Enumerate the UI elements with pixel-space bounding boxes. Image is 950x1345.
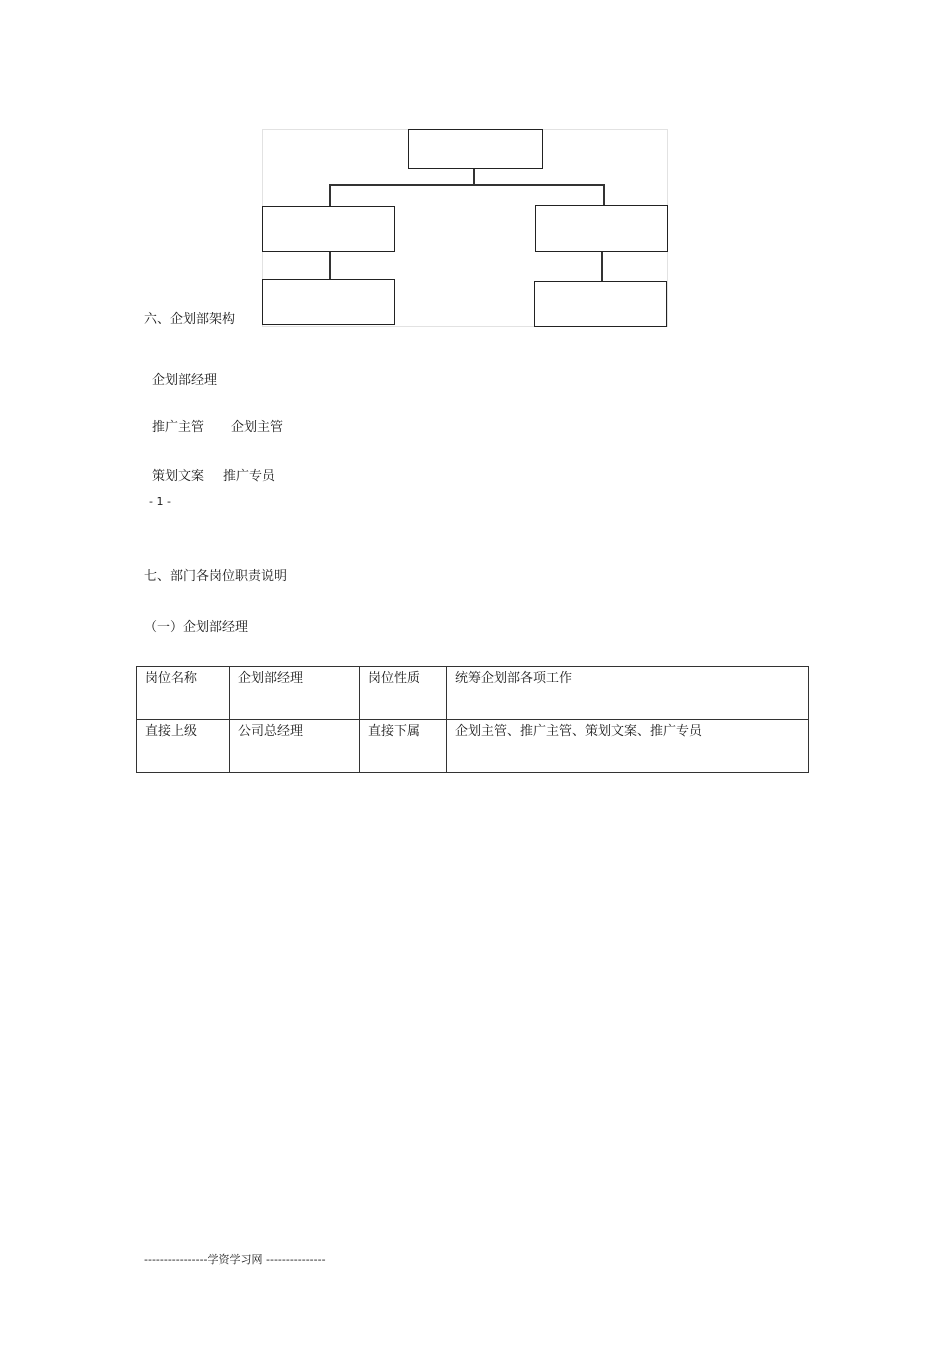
section6-heading: 六、企划部架构	[144, 312, 236, 327]
table-cell-value-subordinates: 企划主管、推广主管、策划文案、推广专员	[447, 720, 809, 773]
table-cell-label-superior: 直接上级	[137, 720, 230, 773]
duty-table	[136, 666, 809, 773]
table-cell-label-position: 岗位名称	[137, 667, 230, 720]
org-box-mid-right	[535, 205, 668, 252]
org-connector-left-lower	[329, 252, 331, 280]
table-cell-value-nature: 统筹企划部各项工作	[447, 667, 809, 720]
org-connector-left-drop	[329, 184, 331, 207]
org-connector-right-drop	[603, 184, 605, 206]
section7-heading: 七、部门各岗位职责说明	[144, 569, 288, 584]
org-list-manager: 企划部经理	[152, 373, 218, 388]
table-row	[137, 720, 809, 773]
org-list-promotion-specialist: 推广专员	[223, 469, 276, 484]
org-connector-right-lower	[601, 252, 603, 282]
org-box-mid-left	[262, 206, 395, 252]
org-box-top	[408, 129, 543, 169]
org-connector-top	[473, 169, 475, 185]
org-list-copywriter: 策划文案	[152, 469, 205, 484]
org-list-planning-supervisor: 企划主管	[231, 420, 284, 435]
table-row	[137, 667, 809, 720]
org-box-bottom-left	[262, 279, 395, 325]
table-cell-label-subordinates: 直接下属	[360, 720, 447, 773]
page-number: - 1 -	[149, 495, 171, 508]
org-connector-horizontal	[329, 184, 605, 186]
section7-subheading: （一）企划部经理	[144, 620, 249, 635]
table-cell-value-position: 企划部经理	[230, 667, 360, 720]
org-list-promotion-supervisor: 推广主管	[152, 420, 205, 435]
table-cell-label-nature: 岗位性质	[360, 667, 447, 720]
table-cell-value-superior: 公司总经理	[230, 720, 360, 773]
org-box-bottom-right	[534, 281, 667, 327]
footer-text: ----------------学资学习网 ---------------	[144, 1253, 326, 1266]
